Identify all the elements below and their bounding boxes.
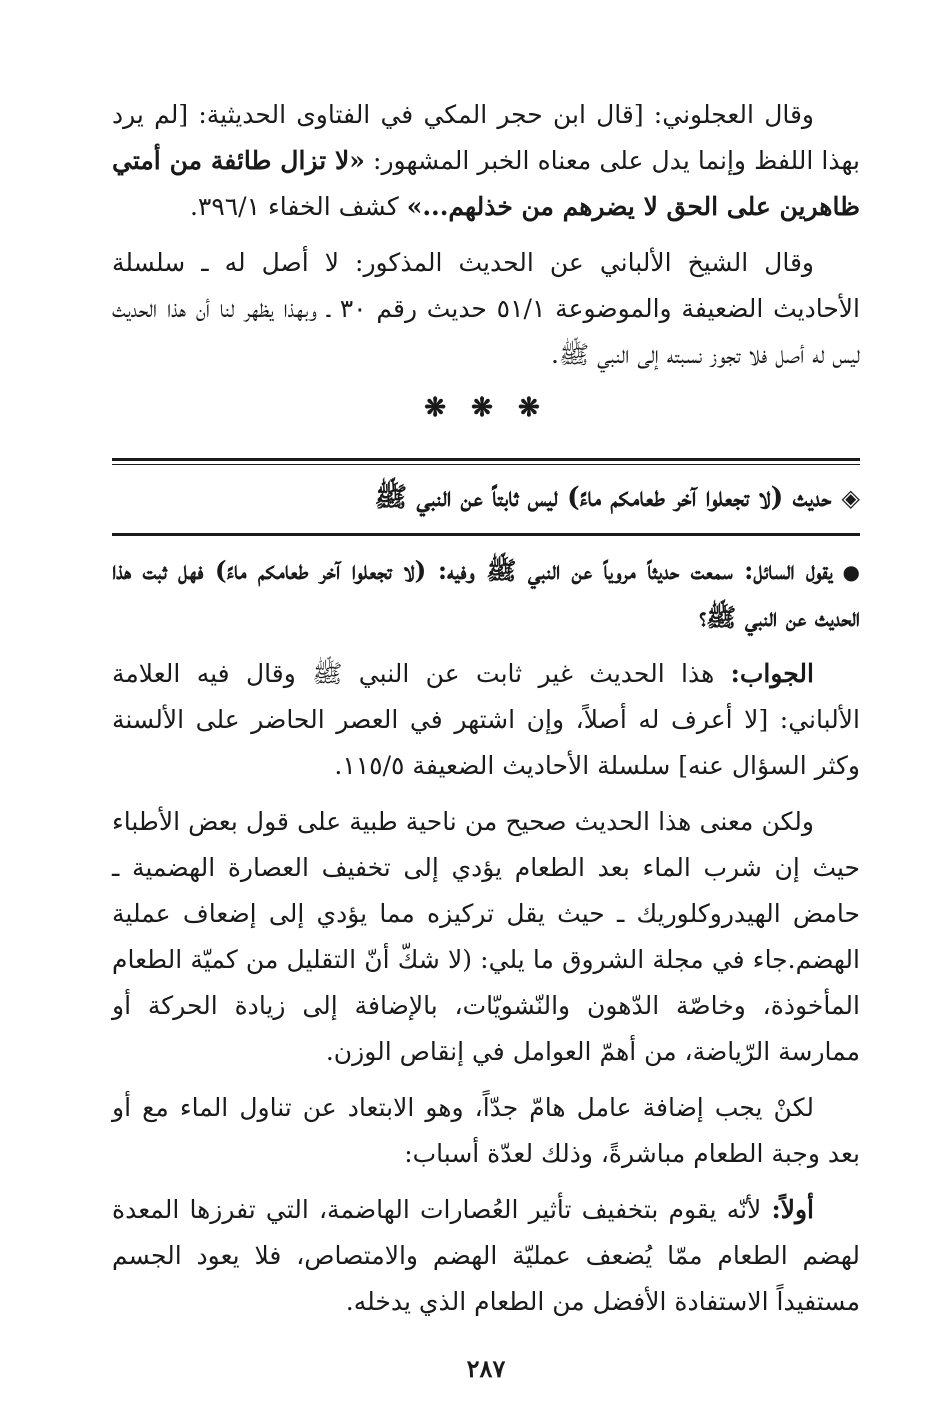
paragraph-ajlouni-text: وقال العجلوني: [قال ابن حجر المكي في الفتاوى الحديثية: [لم يرد بهذا اللفظ وإنما يدل على معناه الخبر المشهور: xyxy=(112,100,860,175)
first-reason-text: لأنّه يقوم بتخفيف تأثير العُصارات الهاضمة، التي تفرزها المعدة لهضم الطعام ممّا يُضعف عمليّة الهضم والامتصاص، فلا يعود الجسم مستفيداً الاستفادة الأفضل من الطعام الذي يدخله. xyxy=(112,1195,860,1316)
paragraph-medical: ولكن معنى هذا الحديث صحيح من ناحية طبية على قول بعض الأطباء حيث إن شرب الماء بعد الطعام يؤدي إلى تخفيف العصارة الهضمية ـ حامض الهيدروكلوريك ـ حيث يقل تركيزه مما يؤدي إلى إضعاف عملية الهضم.جاء في مجلة الشروق ما يلي: (لا شكّ أنّ التقليل من كميّة الطعام المأخوذة، وخاصّة الدّهون والنّشويّات، بالإضافة إلى زيادة الحركة أو ممارسة الرّياضة، من أهمّ العوامل في إنقاص الوزن. xyxy=(112,807,860,1066)
answer-label: الجواب: xyxy=(730,659,814,688)
first-reason-label: أولاً: xyxy=(771,1195,814,1224)
diamond-icon: ◈ xyxy=(841,483,860,512)
hadith-quote: «لا تزال طائفة من أمتي ظاهرين على الحق لا يضرهم من خذلهم...» xyxy=(112,146,860,221)
paragraph-ajlouni xyxy=(112,92,860,230)
paragraph-first-reason xyxy=(112,1187,860,1325)
heading-rule-bottom xyxy=(112,533,860,536)
page-content xyxy=(112,92,860,1389)
paragraph-water: لكنْ يجب إضافة عامل هامّ جدّاً، وهو الابتعاد عن تناول الماء مع أو بعد وجبة الطعام مباشرةً، وذلك لعدّة أسباب: xyxy=(112,1093,860,1168)
question-paragraph xyxy=(112,548,860,641)
bullet-icon: ● xyxy=(842,560,860,584)
paragraph-albani: وقال الشيخ الألباني عن الحديث المذكور: لا أصل له ـ سلسلة الأحاديث الضعيفة والموضوعة ٥١/١ حديث رقم ٣٠ ـ وبهذا يظهر لنا أن هذا الحديث ليس له أصل فلا تجوز نسبته إلى النبي ﷺ. xyxy=(112,248,860,369)
section-separator: ❋ ❋ ❋ xyxy=(424,393,548,423)
page-number: ٢٨٧ xyxy=(466,1354,506,1383)
paragraph-ajlouni-reference: كشف الخفاء ٣٩٦/١. xyxy=(189,192,407,221)
answer-text: هذا الحديث غير ثابت عن النبي ﷺ وقال فيه العلامة الألباني: [لا أعرف له أصلاً، وإن اشتهر في العصر الحاضر على الألسنة وكثر السؤال عنه] سلسلة الأحاديث الضعيفة ١١٥/٥. xyxy=(112,659,860,780)
section-heading xyxy=(112,465,860,533)
heading-rule-top xyxy=(112,458,860,461)
answer-paragraph xyxy=(112,651,860,789)
section-heading-text: حديث (لا تجعلوا آخر طعامكم ماءً) ليس ثابتاً عن النبي ﷺ xyxy=(374,482,832,513)
question-text: يقول السائل: سمعت حديثاً مروياً عن النبي ﷺ وفيه: (لا تجعلوا آخر طعامكم ماءً) فهل ثبت هذا الحديث عن النبي ﷺ؟ xyxy=(112,556,860,632)
